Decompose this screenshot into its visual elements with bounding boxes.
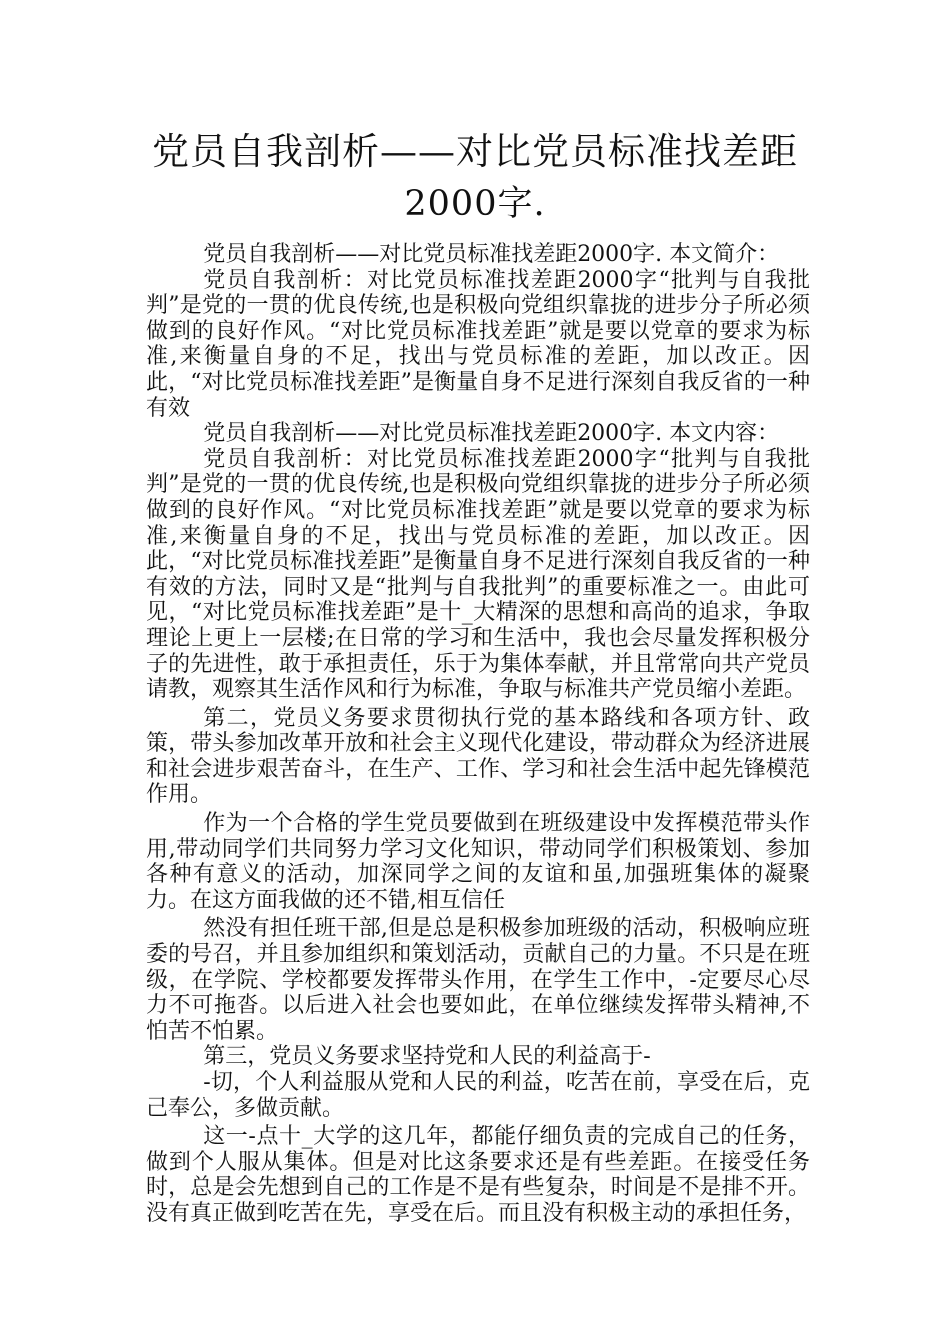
document-title-line-1: 党员自我剖析——对比党员标准找差距 [152, 130, 798, 173]
paragraph-content-heading: 党员自我剖析——对比党员标准找差距2000字. 本文内容： [203, 421, 780, 447]
paragraph-third-point-continued: -切，个人利益服从党和人民的利益，吃苦在前，享受在后，克己奉公，多做贡献。 [146, 1070, 810, 1121]
document-body [146, 242, 810, 1227]
paragraph-content-intro: 党员自我剖析：对比党员标准找差距2000字“批判与自我批判”是党的一贯的优良传统,也是积极向党组织靠拢的进步分子所必须做到的良好作风。“对比党员标准找差距”就是要以党章的要求为标准,来衡量自身的不足，找出与党员标准的差距，加以改正。因此，“对比党员标准找差距”是衡量自身不足进行深刻自我反省的一种有效的方法，同时又是“批判与自我批判”的重要标准之一。由此可见，“对比党员标准找差距”是十_大精深的思想和高尚的追求，争取理论上更上一层楼;在日常的学习和生活中，我也会尽量发挥积极分子的先进性，敢于承担责任，乐于为集体奉献，并且常常向共产党员请教，观察其生活作风和行为标准，争取与标准共产党员缩小差距。 [146, 446, 810, 703]
paragraph-second-point: 第二，党员义务要求贯彻执行党的基本路线和各项方针、政策，带头参加改革开放和社会主义现代化建设，带动群众为经济进展和社会进步艰苦奋斗，在生产、工作、学习和社会生活中起先锋模范作用。 [146, 705, 810, 808]
paragraph-student-party-member: 作为一个合格的学生党员要做到在班级建设中发挥模范带头作用,带动同学们共同努力学习文化知识，带动同学们积极策划、参加各种有意义的活动，加深同学之间的友谊和虽,加强班集体的凝聚力。在这方面我做的还不错,相互信任 [146, 811, 810, 913]
paragraph-summary: 党员自我剖析：对比党员标准找差距2000字“批判与自我批判”是党的一贯的优良传统,也是积极向党组织靠拢的进步分子所必须做到的良好作风。“对比党员标准找差距”就是要以党章的要求为标准,来衡量自身的不足，找出与党员标准的差距，加以改正。因此，“对比党员标准找差距”是衡量自身不足进行深刻自我反省的一种有效 [146, 267, 810, 421]
paragraph-self-reflection: 这一-点十_大学的这几年，都能仔细负责的完成自己的任务，做到个人服从集体。但是对比这条要求还是有些差距。在接受任务时，总是会先想到自己的工作是不是有些复杂，时间是不是排不开。没有真正做到吃苦在先，享受在后。而且没有积极主动的承担任务， [146, 1124, 810, 1226]
paragraph-third-point: 第三，党员义务要求坚持党和人民的利益高于- [203, 1044, 651, 1070]
paragraph-summary-heading: 党员自我剖析——对比党员标准找差距2000字. 本文简介： [203, 242, 780, 267]
document-title-line-2: 2000字. [404, 184, 546, 224]
paragraph-class-activities: 然没有担任班干部,但是总是积极参加班级的活动，积极响应班委的号召，并且参加组织和策划活动，贡献自己的力量。不只是在班级，在学院、学校都要发挥带头作用，在学生工作中，-定要尽心尽力不可拖沓。以后进入社会也要如此，在单位继续发挥带头精神,不怕苦不怕累。 [146, 916, 810, 1044]
